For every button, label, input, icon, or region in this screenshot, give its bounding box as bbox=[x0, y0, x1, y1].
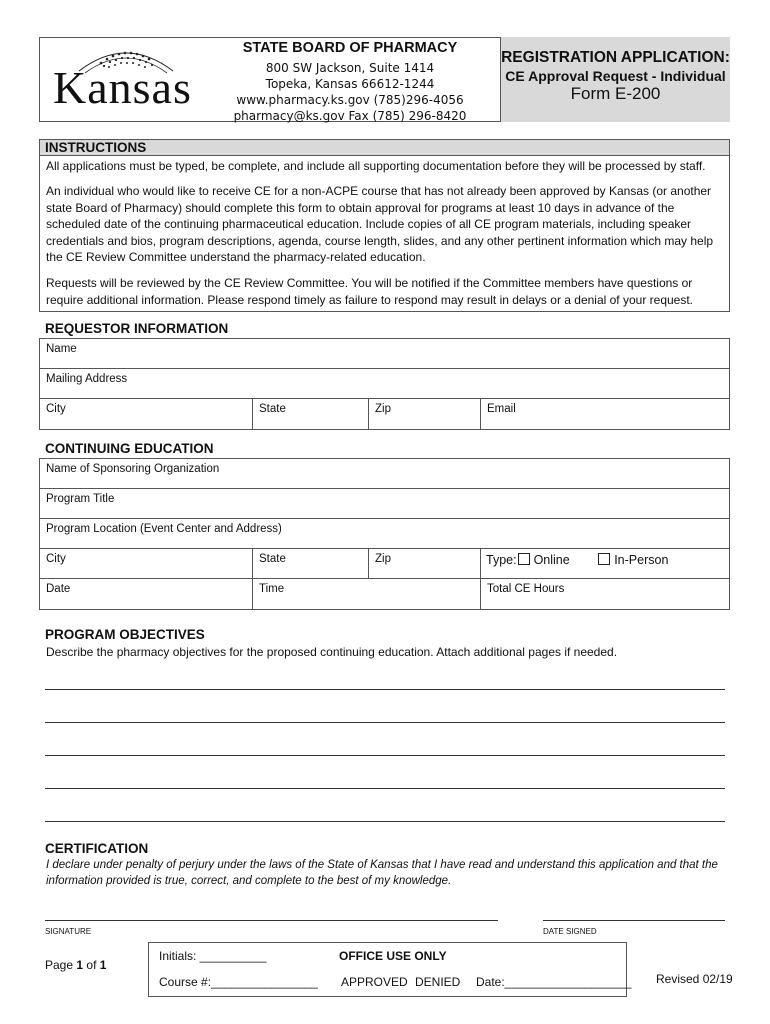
certification-statement: I declare under penalty of perjury under the laws of the State of Kansas that I have read and understand this application and that the information provided is true, correct, and complete to the best of my knowledge. bbox=[46, 859, 718, 887]
page-current: 1 bbox=[76, 958, 84, 972]
ce-zip-label: Zip bbox=[375, 553, 391, 565]
type-selector bbox=[486, 553, 668, 567]
address-line-2: Topeka, Kansas 66612-1244 bbox=[265, 77, 435, 91]
requestor-address-row[interactable] bbox=[40, 369, 729, 399]
form-number: Form E-200 bbox=[570, 84, 661, 103]
ce-type-cell bbox=[480, 549, 729, 578]
signature-line[interactable] bbox=[45, 920, 498, 921]
requestor-email-cell[interactable] bbox=[480, 399, 729, 429]
agency-block bbox=[200, 38, 500, 124]
ce-time-cell[interactable] bbox=[252, 579, 480, 609]
state-field-label: State bbox=[259, 403, 286, 415]
ce-city-cell[interactable] bbox=[40, 549, 252, 578]
page-of: of bbox=[86, 958, 97, 972]
ce-state-cell[interactable] bbox=[252, 549, 368, 578]
instructions-paragraph-1: All applications must be typed, be complete, and include all supporting documentation before they will be processed by staff. bbox=[46, 159, 706, 173]
objectives-answer-line-5[interactable] bbox=[45, 821, 725, 822]
in-person-label: In-Person bbox=[614, 553, 669, 567]
office-use-box bbox=[148, 942, 632, 997]
logo-wordmark: Kansas bbox=[53, 62, 192, 113]
online-checkbox[interactable] bbox=[518, 553, 530, 565]
instructions-paragraph-2: An individual who would like to receive CE for a non-ACPE course that has not already been approved by Kansas (or another state Board of Pharmacy) should complete this form to obtain approval for programs at least 10 days in advance of the scheduled date of the continuing pharmaceutical education. Include copies of all CE program materials, including speaker credentials and bios, program descriptions, agenda, course length, slides, and any other pertinent information which may help the CE Review Committee understand the pharmacy-related education. bbox=[46, 184, 714, 264]
total-ce-hours-label: Total CE Hours bbox=[487, 583, 565, 595]
name-field-label: Name bbox=[46, 343, 77, 355]
requestor-heading: REQUESTOR INFORMATION bbox=[45, 321, 229, 336]
office-date: Date:___________________ bbox=[476, 975, 632, 989]
email-field-label: Email bbox=[487, 403, 516, 415]
contact-line-1: www.pharmacy.ks.gov (785)296-4056 bbox=[236, 93, 464, 107]
ce-heading: CONTINUING EDUCATION bbox=[45, 441, 214, 456]
city-field-label: City bbox=[46, 403, 66, 415]
program-location-field-label: Program Location (Event Center and Address) bbox=[46, 523, 282, 535]
program-location-row[interactable] bbox=[40, 519, 729, 549]
instructions-heading: INSTRUCTIONS bbox=[45, 140, 147, 155]
office-use-title: OFFICE USE ONLY bbox=[339, 949, 447, 963]
program-title-row[interactable] bbox=[40, 489, 729, 519]
ce-table bbox=[39, 458, 730, 610]
requestor-state-cell[interactable] bbox=[252, 399, 368, 429]
page-number bbox=[45, 958, 106, 972]
requestor-table bbox=[39, 338, 730, 430]
ce-date-cell[interactable] bbox=[40, 579, 252, 609]
objectives-answer-line-4[interactable] bbox=[45, 788, 725, 789]
type-label: Type: bbox=[486, 553, 517, 567]
requestor-name-row[interactable] bbox=[40, 339, 729, 369]
requestor-city-cell[interactable] bbox=[40, 399, 252, 429]
objectives-answer-line-3[interactable] bbox=[45, 755, 725, 756]
sponsor-field-label: Name of Sponsoring Organization bbox=[46, 463, 220, 475]
registration-subtitle: CE Approval Request - Individual bbox=[505, 68, 726, 84]
kansas-logo bbox=[39, 37, 199, 122]
instructions-paragraph-3: Requests will be reviewed by the CE Review Committee. You will be notified if the Committee members have questions or require additional information. Please respond timely as failure to respond may result in delays or a denial of your request. bbox=[46, 276, 694, 307]
office-approved: APPROVED bbox=[341, 975, 408, 989]
office-initials: Initials: __________ bbox=[159, 949, 267, 963]
ce-city-row bbox=[40, 549, 729, 579]
date-field-label: Date bbox=[46, 583, 71, 595]
ce-state-label: State bbox=[259, 553, 286, 565]
date-signed-label: DATE SIGNED bbox=[543, 927, 597, 936]
mailing-address-field-label: Mailing Address bbox=[46, 373, 128, 385]
online-label: Online bbox=[533, 553, 570, 567]
objectives-description: Describe the pharmacy objectives for the proposed continuing education. Attach additional pages if needed. bbox=[46, 645, 618, 659]
objectives-answer-line-1[interactable] bbox=[45, 689, 725, 690]
instructions-header-bar bbox=[39, 139, 730, 156]
address-line-1: 800 SW Jackson, Suite 1414 bbox=[265, 61, 435, 75]
registration-title: REGISTRATION APPLICATION: bbox=[501, 49, 730, 66]
office-course-number: Course #:________________ bbox=[159, 975, 318, 989]
page-total: 1 bbox=[99, 958, 107, 972]
objectives-answer-line-2[interactable] bbox=[45, 722, 725, 723]
ce-hours-cell[interactable] bbox=[480, 579, 729, 609]
registration-title-box bbox=[500, 37, 730, 122]
revision-note: Revised 02/19 bbox=[656, 972, 733, 986]
time-field-label: Time bbox=[259, 583, 285, 595]
zip-field-label: Zip bbox=[375, 403, 391, 415]
signature-label: SIGNATURE bbox=[45, 927, 92, 936]
requestor-city-row bbox=[40, 399, 729, 429]
page-prefix: Page bbox=[45, 958, 74, 972]
sponsor-row[interactable] bbox=[40, 459, 729, 489]
requestor-zip-cell[interactable] bbox=[368, 399, 480, 429]
certification-heading: CERTIFICATION bbox=[45, 841, 149, 856]
agency-name: STATE BOARD OF PHARMACY bbox=[242, 40, 458, 56]
in-person-checkbox[interactable] bbox=[598, 553, 610, 565]
ce-city-label: City bbox=[46, 553, 66, 565]
ce-zip-cell[interactable] bbox=[368, 549, 480, 578]
ce-date-row bbox=[40, 579, 729, 609]
objectives-heading: PROGRAM OBJECTIVES bbox=[45, 627, 205, 642]
program-title-field-label: Program Title bbox=[46, 493, 115, 505]
office-denied: DENIED bbox=[415, 975, 461, 989]
contact-line-2: pharmacy@ks.gov Fax (785) 296-8420 bbox=[233, 109, 467, 123]
date-signed-line[interactable] bbox=[543, 920, 725, 921]
